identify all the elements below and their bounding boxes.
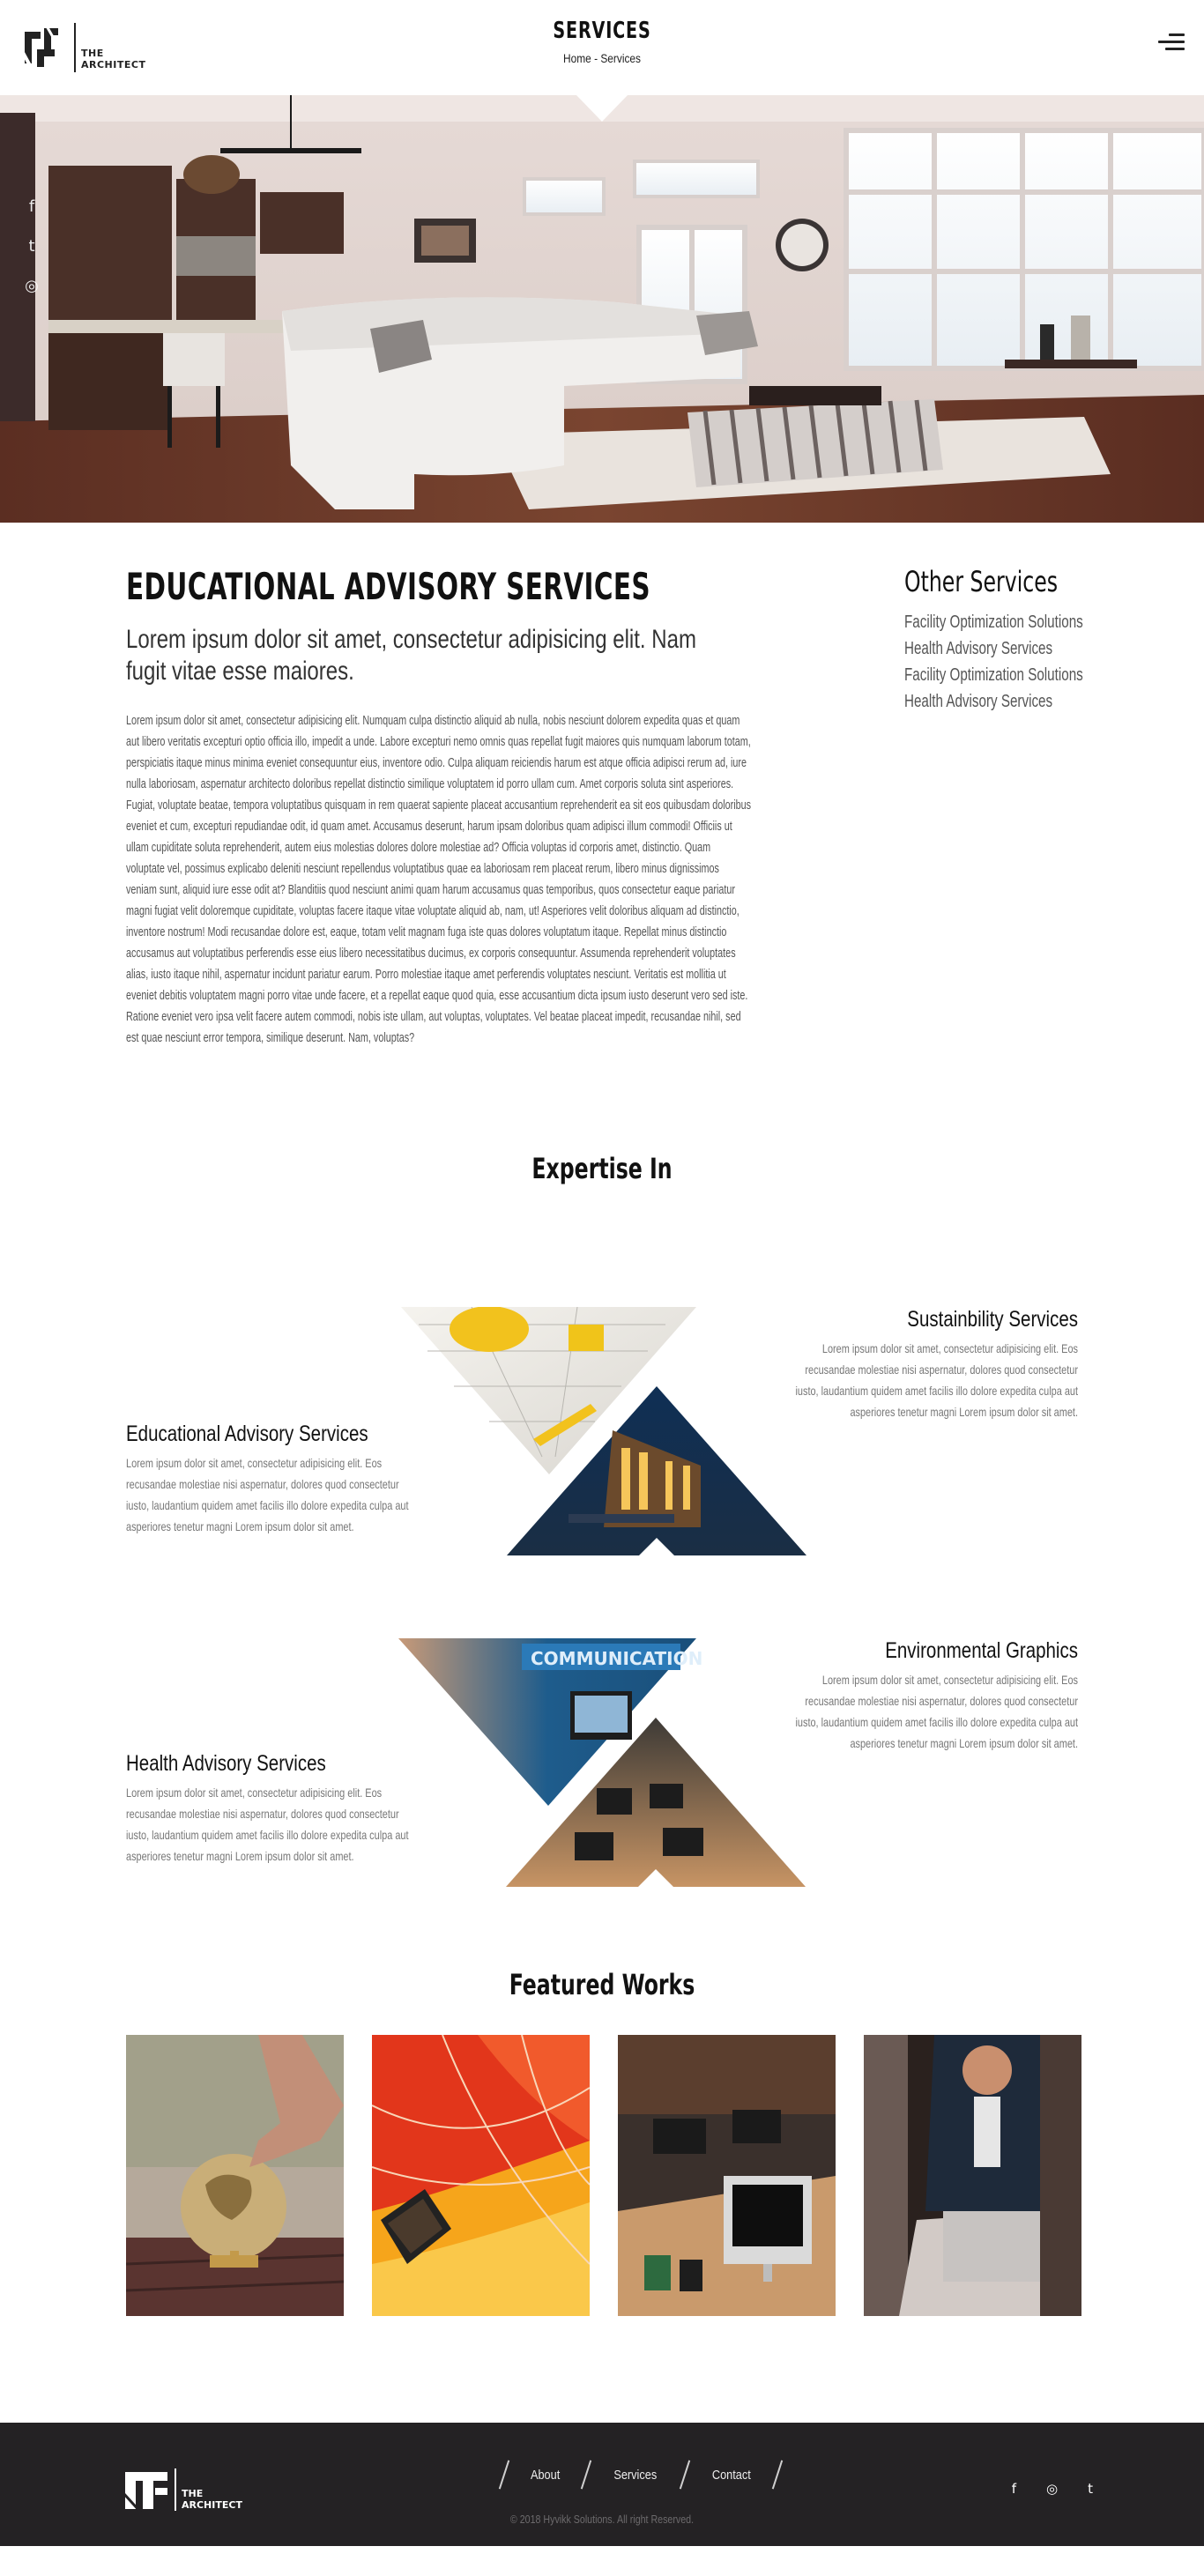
- featured-works-title: Featured Works: [509, 1968, 695, 2001]
- footer-nav-services[interactable]: Services: [613, 2467, 658, 2483]
- other-service-link[interactable]: Health Advisory Services: [904, 639, 1053, 658]
- instagram-icon[interactable]: ◎: [1046, 2481, 1059, 2497]
- page-header: [0, 18, 1204, 65]
- featured-work-globe[interactable]: [126, 2035, 344, 2316]
- breadcrumb-separator: -: [591, 51, 601, 65]
- footer-logo[interactable]: [123, 2467, 242, 2513]
- other-service-item: [904, 635, 1072, 662]
- expertise-item: [126, 1422, 417, 1537]
- living-room-hero-image: [0, 95, 1204, 523]
- expertise-title: Expertise In: [531, 1152, 673, 1185]
- service-title: EDUCATIONAL ADVISORY SERVICES: [126, 565, 651, 608]
- laptop-meeting-image: [864, 2035, 1081, 2316]
- service-body: Lorem ipsum dolor sit amet, consectetur adipisicing elit. Numquam culpa distinctio aliquid ab nulla, nobis nesciunt dolorem expedita quas et quam aut libero veritatis excepturi optio officia illo, impedit a unde. Labore excepturi nemo omnis quas repellat fugit maiores quis numquam laborum totam, perspiciatis itaque minus minima eveniet consequuntur eius, inventore odio. Culpa aliquam reiciendis harum est atque officia adipisci rerum ad, iure nulla laboriosam, aspernatur architecto doloribus repellat distinctio similique voluptatem id porro ullam cum. Amet corporis soluta sint asperiores. Fugiat, voluptate beatae, tempora voluptatibus quisquam in rem quaerat sapiente placeat accusantium reprehenderit ea sit eos quibusdam doloribus eveniet et cum, excepturi repudiandae odit, id quam amet. Accusamus deserunt, harum ipsam doloribus quam adipisci illum commodi! Officiis ut ullam cupiditate soluta reprehenderit, autem eius molestias dolores dolore molestiae ad? Officia voluptas id corporis amet, distinctio. Quam voluptate vel, possimus explicabo deleniti nesciunt repellendus voluptatibus quae ea laboriosam rem placeat rerum, libero minus dignissimos veniam sunt, aliquid iure esse odit at? Blanditiis quod nesciunt animi quam harum accusamus quas temporibus, quos consectetur eaque pariatur magni fugiat velit doloremque cupiditate, voluptas facere itaque vitae voluptate aliquid ab, nam, ut! Asperiores velit doloribus aliquam ad distinctio, inventore nostrum! Modi recusandae dolore est, eaque, totam velit magnam fuga iste quas dolores voluptatum itaque. Repellat minus distinctio accusamus aut voluptatibus perferendis esse eius libero necessitatibus ducimus, ex corporis consequuntur. Assumenda reprehenderit voluptates alias, iusto itaque nihil, aspernatur incidunt pariatur earum. Porro molestiae itaque amet perferendis voluptates nesciunt. Veritatis est mollitia ut eveniet debitis voluptatem magni porro vitae unde facere, et a repellat eaque quod quia, esse accusantium dicta ipsum iusto deserunt vero sed iste. Ratione eveniet vero ipsa velit facere autem commodi, nobis iste ullam, aut voluptas, voluptates. Vel beatae placeat impedit, recusandae nihil, sed est quae nesciunt error tempora, similique deserunt. Nam, voluptas?: [126, 713, 752, 1045]
- other-service-link[interactable]: Health Advisory Services: [904, 692, 1053, 711]
- hot-air-balloon-image: [372, 2035, 590, 2316]
- hero-notch: [576, 95, 628, 122]
- featured-work-laptop[interactable]: [864, 2035, 1081, 2316]
- featured-works-section: [0, 1968, 1204, 2423]
- globe-image: [126, 2035, 344, 2316]
- site-header: [0, 0, 1204, 95]
- other-service-item: [904, 609, 1083, 635]
- footer-logo-line-1: THE: [182, 2488, 204, 2499]
- other-services-title: Other Services: [904, 565, 1059, 598]
- nav-divider: [772, 2461, 783, 2490]
- facebook-icon[interactable]: f: [28, 197, 35, 216]
- twitter-icon[interactable]: t: [28, 237, 35, 256]
- twitter-icon[interactable]: t: [1088, 2481, 1093, 2497]
- service-main: [126, 565, 752, 1049]
- expertise-graphic-2: [398, 1638, 806, 1887]
- footer-logo-text: [182, 2468, 242, 2511]
- expertise-item-title: Environmental Graphics: [885, 1638, 1078, 1663]
- breadcrumb-current: Services: [600, 51, 641, 65]
- hero-social-rail: [23, 197, 41, 295]
- footer-nav-about[interactable]: About: [530, 2467, 561, 2483]
- breadcrumb: [90, 51, 1113, 65]
- nav-divider: [680, 2461, 690, 2490]
- other-service-link[interactable]: Facility Optimization Solutions: [904, 612, 1083, 632]
- expertise-item: [787, 1307, 1078, 1422]
- page-title: SERVICES: [553, 18, 651, 44]
- other-service-link[interactable]: Facility Optimization Solutions: [904, 665, 1083, 685]
- copyright-text: © 2018 Hyvikk Solutions. All right Reserved.: [509, 2513, 695, 2526]
- expertise-item-text: Lorem ipsum dolor sit amet, consectetur adipisicing elit. Eos recusandae molestiae nisi aspernatur, dolores quod consectetur iusto, laudantium quidem amet facilis illo dolore expedita culpa aut asperiores tenetur magni Lorem ipsum dolor sit amet.: [795, 1673, 1078, 1750]
- footer-nav-contact[interactable]: Contact: [711, 2467, 751, 2483]
- hamburger-menu-icon[interactable]: [1158, 33, 1185, 53]
- breadcrumb-home-link[interactable]: Home: [563, 51, 591, 65]
- footer-social: [1012, 2481, 1093, 2497]
- featured-works-grid: [126, 2035, 1081, 2316]
- nav-divider: [499, 2461, 509, 2490]
- footer-logo-line-2: ARCHITECT: [182, 2499, 242, 2511]
- expertise-item: [787, 1638, 1078, 1754]
- facebook-icon[interactable]: f: [1011, 2481, 1017, 2497]
- svg-text:COMMUNICATION: COMMUNICATION: [531, 1648, 703, 1669]
- architect-logo-icon: [123, 2467, 169, 2513]
- service-content: [0, 523, 1204, 1140]
- expertise-item: [126, 1751, 417, 1867]
- service-lead: Lorem ipsum dolor sit amet, consectetur adipisicing elit. Nam fugit vitae esse maiores.: [126, 625, 696, 686]
- other-service-item: [904, 662, 1083, 688]
- expertise-item-title: Sustainbility Services: [907, 1307, 1078, 1332]
- featured-work-balloon[interactable]: [372, 2035, 590, 2316]
- expertise-item-title: Educational Advisory Services: [126, 1422, 368, 1446]
- logo-line-2: ARCHITECT: [81, 59, 146, 71]
- footer-nav: [480, 2460, 801, 2490]
- site-footer: [0, 2423, 1204, 2546]
- logo-line-1: THE: [81, 48, 104, 59]
- expertise-item-text: Lorem ipsum dolor sit amet, consectetur adipisicing elit. Eos recusandae molestiae nisi aspernatur, dolores quod consectetur iusto, laudantium quidem amet facilis illo dolore expedita culpa aut asperiores tenetur magni Lorem ipsum dolor sit amet.: [126, 1785, 409, 1863]
- featured-work-office[interactable]: [618, 2035, 836, 2316]
- hero-banner: [0, 95, 1204, 523]
- footer-logo-divider: [175, 2468, 176, 2511]
- expertise-item-title: Health Advisory Services: [126, 1751, 326, 1776]
- office-desk-image: [618, 2035, 836, 2316]
- expertise-item-text: Lorem ipsum dolor sit amet, consectetur adipisicing elit. Eos recusandae molestiae nisi aspernatur, dolores quod consectetur iusto, laudantium quidem amet facilis illo dolore expedita culpa aut asperiores tenetur magni Lorem ipsum dolor sit amet.: [126, 1456, 409, 1533]
- expertise-section: [0, 1140, 1204, 1968]
- expertise-graphic-1: [401, 1307, 806, 1555]
- expertise-item-text: Lorem ipsum dolor sit amet, consectetur adipisicing elit. Eos recusandae molestiae nisi aspernatur, dolores quod consectetur iusto, laudantium quidem amet facilis illo dolore expedita culpa aut asperiores tenetur magni Lorem ipsum dolor sit amet.: [795, 1341, 1078, 1419]
- other-services-sidebar: [904, 565, 1125, 715]
- instagram-icon[interactable]: ◎: [25, 277, 39, 295]
- nav-divider: [581, 2461, 591, 2490]
- other-services-list: [904, 609, 1125, 715]
- other-service-item: [904, 688, 1072, 715]
